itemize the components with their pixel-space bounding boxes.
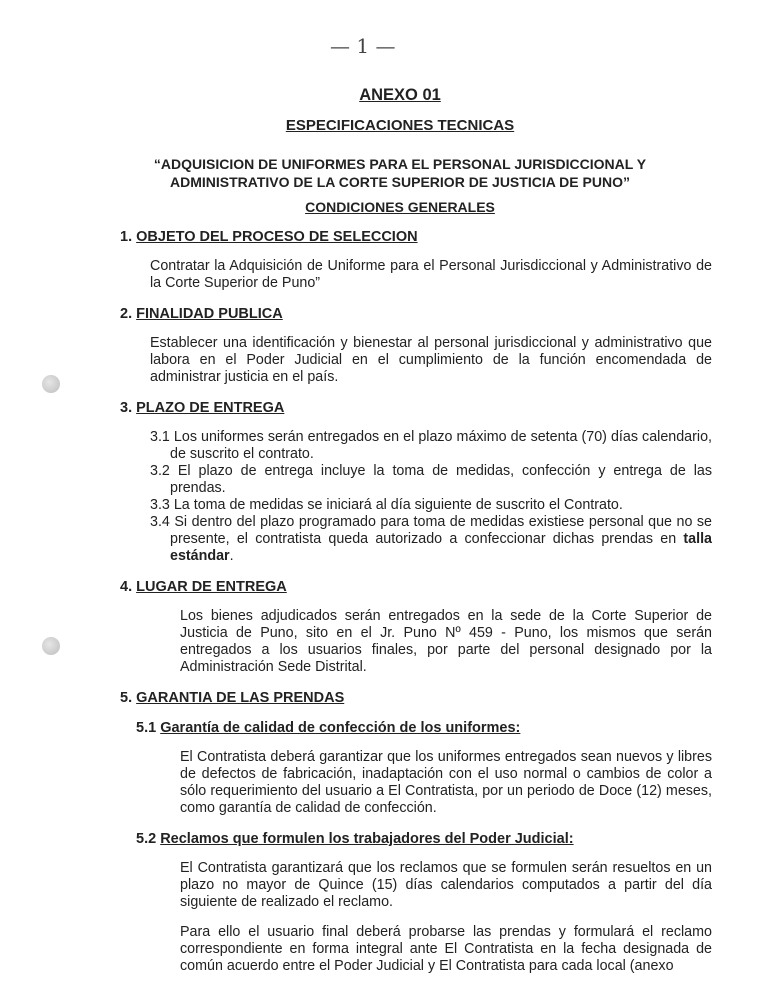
document-body (120, 228, 712, 1008)
list-item: 3.3 La toma de medidas se iniciará al día siguiente de suscrito el Contrato. (150, 497, 623, 513)
section-heading: 1. OBJETO DEL PROCESO DE SELECCION (120, 229, 418, 245)
section-heading: 5. GARANTIA DE LAS PRENDAS (120, 690, 345, 706)
subsection-body: El Contratista garantizará que los reclamos que se formulen serán resueltos en un plazo no mayor de Quince (15) días calendarios computados a partir del día siguiente de realizado el reclamo. (180, 860, 712, 910)
section-body: Los bienes adjudicados serán entregados en la sede de la Corte Superior de Justicia de Puno, sito en el Jr. Puno Nº 459 - Puno, los mismos que serán entregados a los usuarios finales, por parte del personal designado por la Administración Sede Distrital. (180, 608, 712, 675)
punch-hole (42, 375, 60, 393)
annex-title: ANEXO 01 (359, 86, 441, 104)
section-heading: 4. LUGAR DE ENTREGA (120, 579, 287, 595)
list-item: 3.2 El plazo de entrega incluye la toma de medidas, confección y entrega de las prendas. (150, 463, 712, 496)
section-body: Contratar la Adquisición de Uniforme para el Personal Jurisdiccional y Administrativo de la Corte Superior de Puno” (150, 258, 712, 291)
delivery-items (150, 429, 712, 565)
document-title (0, 155, 768, 191)
list-item: 3.1 Los uniformes serán entregados en el plazo máximo de setenta (70) días calendario, de suscrito el contrato. (150, 429, 712, 462)
section-heading: 2. FINALIDAD PUBLICA (120, 306, 283, 322)
section-heading: 3. PLAZO DE ENTREGA (120, 400, 285, 416)
page-number-mark: — 1 — (330, 34, 396, 58)
punch-hole (42, 637, 60, 655)
document-subtitle: ESPECIFICACIONES TECNICAS (285, 117, 515, 134)
list-item: 3.4 Si dentro del plazo programado para toma de medidas existiese personal que no se presente, el contratista queda autorizado a confeccionar dichas prendas en talla estándar. (150, 514, 712, 564)
title-line: ADMINISTRATIVO DE LA CORTE SUPERIOR DE JUSTICIA DE PUNO” (170, 174, 630, 190)
section-body: Establecer una identificación y bienestar al personal jurisdiccional y administrativo que labora en el Poder Judicial en el cumplimiento de la función encomendada de administrar justicia en el país. (150, 335, 712, 385)
title-line: “ADQUISICION DE UNIFORMES PARA EL PERSONAL JURISDICCIONAL Y (153, 156, 647, 172)
subsection-body: El Contratista deberá garantizar que los uniformes entregados sean nuevos y libres de defectos de fabricación, inadaptación con el uso normal o cambios de color a sólo requerimiento del usuario a El Contratista, por un periodo de Doce (12) meses, como garantía de calidad de confección. (180, 749, 712, 816)
subsection-heading: 5.1 Garantía de calidad de confección de los uniformes: (136, 720, 521, 736)
general-conditions-heading: CONDICIONES GENERALES (305, 199, 495, 215)
subsection-heading: 5.2 Reclamos que formulen los trabajadores del Poder Judicial: (136, 831, 574, 847)
subsection-body: Para ello el usuario final deberá probarse las prendas y formulará el reclamo correspondiente en forma integral ante El Contratista en la fecha designada de común acuerdo entre el Poder Judicial y El Contratista para cada local (anexo (180, 924, 712, 974)
